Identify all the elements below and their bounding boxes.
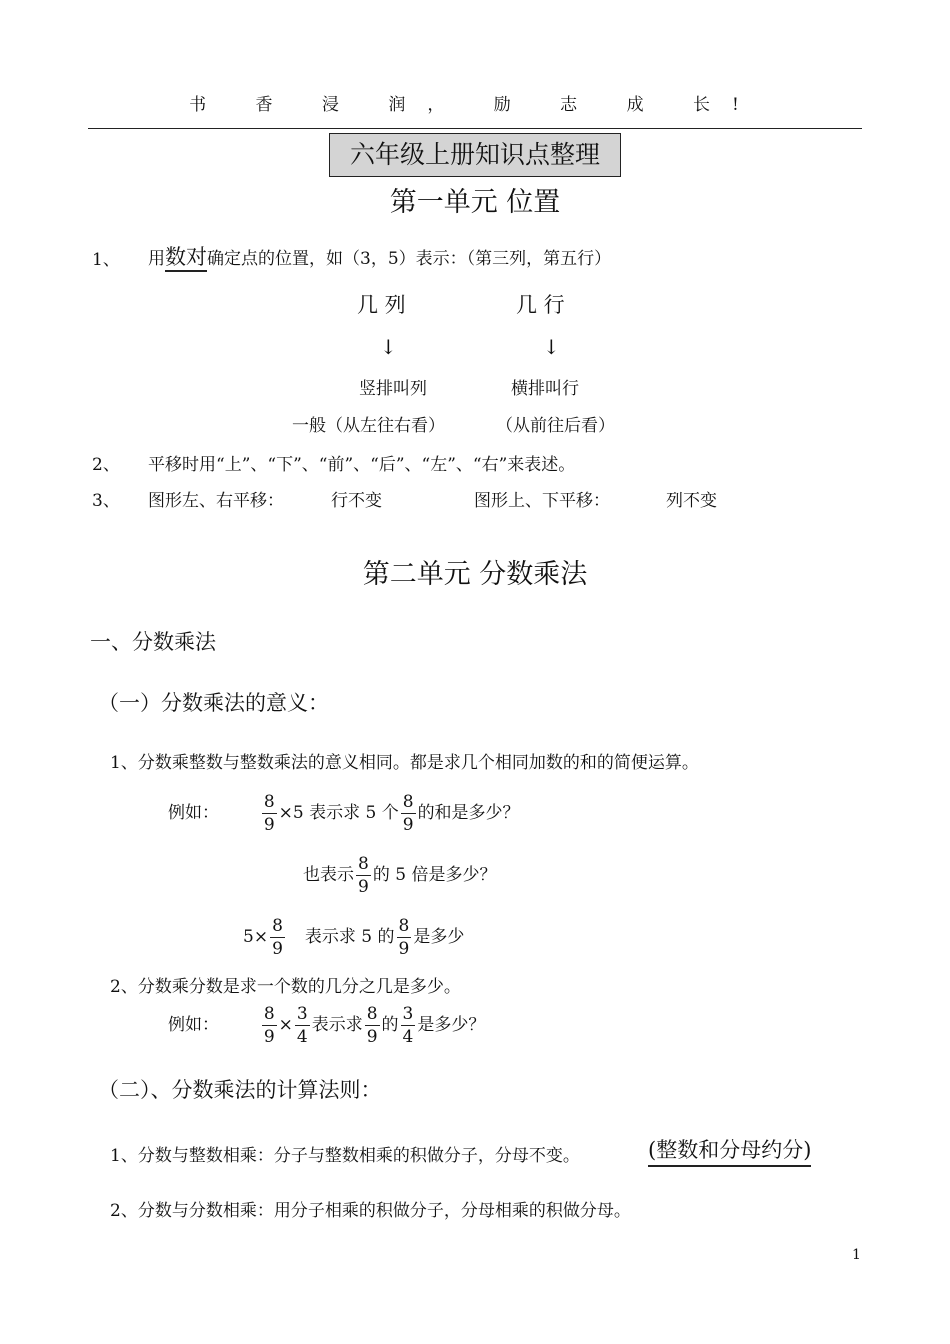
example1-text1: ×5 表示求 5 个 [278, 803, 399, 823]
calc-rule-2: 2、分数与分数相乘：用分子相乘的积做分子，分母相乘的积做分母。 [110, 1201, 631, 1221]
unit1-item3-horizontal: 图形左、右平移： [148, 491, 284, 511]
unit1-item3-horizontal-rule: 行不变 [331, 491, 382, 511]
fraction-8-9: $\frac{8}{9}$ [366, 1004, 378, 1047]
unit1-item1-pre: 用 [148, 249, 165, 269]
unit1-item3-vertical-rule: 列不变 [666, 491, 717, 511]
example2-label: 例如： [168, 1015, 219, 1035]
meaning-point-1: 1、分数乘整数与整数乘法的意义相同。都是求几个相同加数的和的简便运算。 [110, 753, 699, 773]
fraction-8-9: $\frac{8}{9}$ [398, 916, 410, 959]
row-direction: （从前往后看） [496, 416, 615, 436]
calc-rule-1: 1、分数与整数相乘：分子与整数相乘的积做分子，分母不变。 [110, 1146, 580, 1166]
unit1-item3-number: 3、 [92, 491, 120, 511]
unit1-item1-emphasis: 数对 [165, 245, 207, 272]
example1-line3: 5× $\frac{8}{9}$ 表示求 5 的 $\frac{8}{9}$ 是多少 [243, 916, 465, 959]
unit1-item2-number: 2、 [92, 455, 120, 475]
section-heading: 一、分数乘法 [90, 630, 216, 654]
example1-text2: 的和是多少？ [417, 803, 520, 823]
fraction-8-9: $\frac{8}{9}$ [263, 1004, 275, 1047]
header-motto: 书 香 浸 润， 励 志 成 长! [189, 95, 761, 115]
example2-line: 例如： $\frac{8}{9}$ × $\frac{3}{4}$ 表示求 $\frac{8}{9}$ 的 $\frac{3}{4}$ 是多少？ [168, 1004, 486, 1047]
example1-line2: 也表示 $\frac{8}{9}$ 的 5 倍是多少？ [303, 854, 497, 897]
column-word: 几 列 [357, 293, 406, 317]
unit1-item1-post: 确定点的位置，如（3，5）表示：（第三列，第五行） [207, 249, 612, 269]
unit1-heading: 第一单元 位置 [389, 187, 561, 218]
subsection-heading: （一）分数乘法的意义： [98, 691, 329, 715]
document-title: 六年级上册知识点整理 [329, 133, 621, 177]
column-direction: 一般（从左往右看） [292, 416, 445, 436]
unit2-heading: 第二单元 分数乘法 [362, 559, 588, 590]
fraction-3-4: $\frac{3}{4}$ [402, 1004, 414, 1047]
handwritten-note: (整数和分母约分) [648, 1134, 811, 1167]
fraction-8-9: $\frac{8}{9}$ [402, 792, 414, 835]
unit1-item1-number: 1、 [92, 250, 120, 270]
fraction-8-9: $\frac{8}{9}$ [263, 792, 275, 835]
down-arrow-icon: ↓ [380, 335, 397, 359]
page-number: 1 [852, 1247, 861, 1263]
subsection-heading: （二）、分数乘法的计算法则： [98, 1078, 382, 1102]
unit1-item2: 平移时用“上”、“下”、“前”、“后”、“左”、“右”来表述。 [148, 455, 576, 475]
meaning-point-2: 2、分数乘分数是求一个数的几分之几是多少。 [110, 977, 461, 997]
example1-line1 [168, 789, 520, 837]
fraction-8-9: $\frac{8}{9}$ [358, 854, 369, 897]
column-description: 竖排叫列 [359, 379, 427, 399]
unit1-item1 [148, 241, 611, 271]
down-arrow-icon: ↓ [543, 335, 560, 359]
fraction-3-4: $\frac{3}{4}$ [296, 1004, 308, 1047]
row-description: 横排叫行 [511, 379, 579, 399]
row-word: 几 行 [516, 293, 565, 317]
fraction-8-9: $\frac{8}{9}$ [272, 916, 283, 959]
unit1-item3-vertical: 图形上、下平移： [474, 491, 610, 511]
header-rule [88, 128, 862, 129]
example1-label: 例如： [168, 803, 219, 823]
